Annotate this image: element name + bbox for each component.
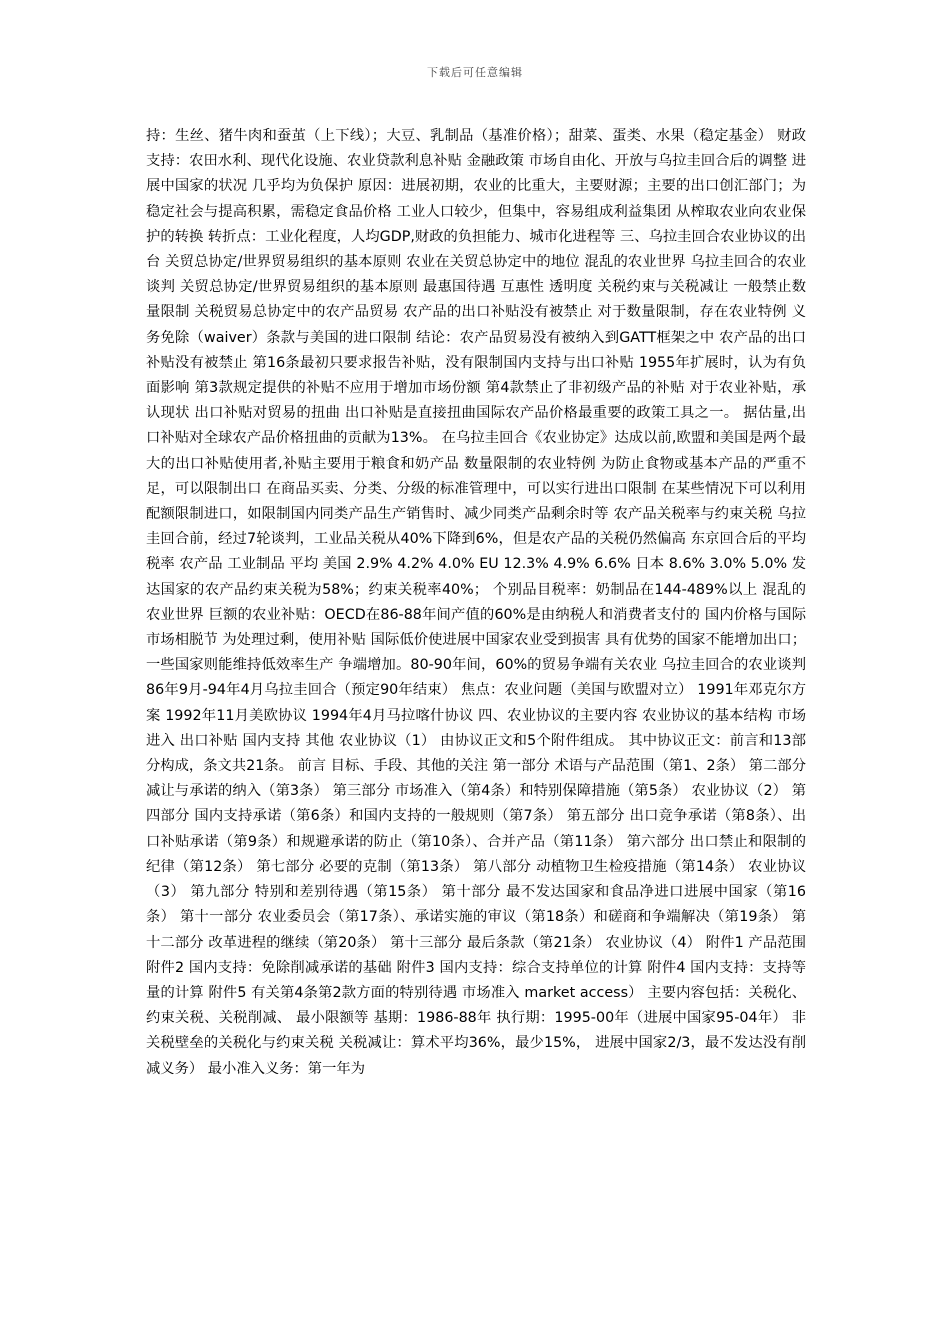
body-paragraph: 持：生丝、猪牛肉和蚕茧（上下线）；大豆、乳制品（基准价格）；甜菜、蛋类、水果（稳定基金） 财政支持：农田水利、现代化设施、农业贷款利息补贴 金融政策 市场自由化、开放与乌拉圭回合后的调整 进展中国家的状况 几乎均为负保护 原因：进展初期，农业的比重大，主要财源；主要的出口创汇部门；为稳定社会与提高积累，需稳定食品价格 工业人口较少，但集中，容易组成利益集团 从榨取农业向农业保护的转换 转折点：工业化程度，人均GDP,财政的负担能力、城市化进程等 三、乌拉圭回合农业协议的出台 关贸总协定/世界贸易组织的基本原则 农业在关贸总协定中的地位 混乱的农业世界 乌拉圭回合的农业谈判 关贸总协定/世界贸易组织的基本原则 最惠国待遇 互惠性 透明度 关税约束与关税减让 一般禁止数量限制 关税贸易总协定中的农产品贸易 农产品的出口补贴没有被禁止 对于数量限制，存在农业特例 义务免除（waiver）条款与美国的进口限制 结论：农产品贸易没有被纳入到GATT框架之中 农产品的出口补贴没有被禁止 第16条最初只要求报告补贴，没有限制国内支持与出口补贴 1955年扩展时，认为有负面影响 第3款规定提供的补贴不应用于增加市场份额 第4款禁止了非初级产品的补贴 对于农业补贴，承认现状 出口补贴对贸易的扭曲 出口补贴是直接扭曲国际农产品价格最重要的政策工具之一。 据估量,出口补贴对全球农产品价格扭曲的贡献为13%。 在乌拉圭回合《农业协定》达成以前,欧盟和美国是两个最大的出口补贴使用者,补贴主要用于粮食和奶产品 数量限制的农业特例 为防止食物或基本产品的严重不足，可以限制出口 在商品买卖、分类、分级的标准管理中，可以实行进出口限制 在某些情况下可以利用配额限制进口，如限制国内同类产品生产销售时、减少同类产品剩余时等 农产品关税率与约束关税 乌拉圭回合前，经过7轮谈判，工业品关税从40%下降到6%，但是农产品的关税仍然偏高 东京回合后的平均税率 农产品 工业制品 平均 美国 2.9% 4.2% 4.0% EU 12.3% 4.9% 6.6% 日本 8.6% 3.0% 5.0% 发达国家的农产品约束关税为58%；约束关税率40%； 个别品目税率：奶制品在144-489%以上 混乱的农业世界 巨额的农业补贴：OECD在86-88年间产值的60%是由纳税人和消费者支付的 国内价格与国际市场相脱节 为处理过剩，使用补贴 国际低价使进展中国家农业受到损害 具有优势的国家不能增加出口；一些国家则能维持低效率生产 争端增加。80-90年间，60%的贸易争端有关农业 乌拉圭回合的农业谈判 86年9月-94年4月乌拉圭回合（预定90年结束） 焦点：农业问题（美国与欧盟对立） 1991年邓克尔方案 1992年11月美欧协议 1994年4月马拉喀什协议 四、农业协议的主要内容 农业协议的基本结构 市场进入 出口补贴 国内支持 其他 农业协议（1） 由协议正文和5个附件组成。 其中协议正文：前言和13部分构成，条文共21条。 前言 目标、手段、其他的关注 第一部分 术语与产品范围（第1、2条） 第二部分 减让与承诺的纳入（第3条） 第三部分 市场准入（第4条）和特别保障措施（第5条） 农业协议（2） 第四部分 国内支持承诺（第6条）和国内支持的一般规则（第7条） 第五部分 出口竞争承诺（第8条）、出口补贴承诺（第9条）和规避承诺的防止（第10条）、合并产品（第11条） 第六部分 出口禁止和限制的纪律（第12条） 第七部分 必要的克制（第13条） 第八部分 动植物卫生检疫措施（第14条） 农业协议（3） 第九部分 特别和差别待遇（第15条） 第十部分 最不发达国家和食品净进口进展中国家（第16条） 第十一部分 农业委员会（第17条）、承诺实施的审议（第18条）和磋商和争端解决（第19条） 第十二部分 改革进程的继续（第20条） 第十三部分 最后条款（第21条） 农业协议（4） 附件1 产品范围 附件2 国内支持：免除削减承诺的基础 附件3 国内支持：综合支持单位的计算 附件4 国内支持：支持等量的计算 附件5 有关第4条第2款方面的特别待遇 市场准入 market access） 主要内容包括：关税化、约束关税、关税削减、 最小限额等 基期：1986-88年 执行期：1995-00年（进展中国家95-04年） 非关税壁垒的关税化与约束关税 关税减让：算术平均36%，最少15%， 进展中国家2/3，最不发达没有削减义务） 最小准入义务：第一年为: [146, 128, 807, 1077]
page-header: 下载后可任意编辑: [427, 66, 523, 79]
